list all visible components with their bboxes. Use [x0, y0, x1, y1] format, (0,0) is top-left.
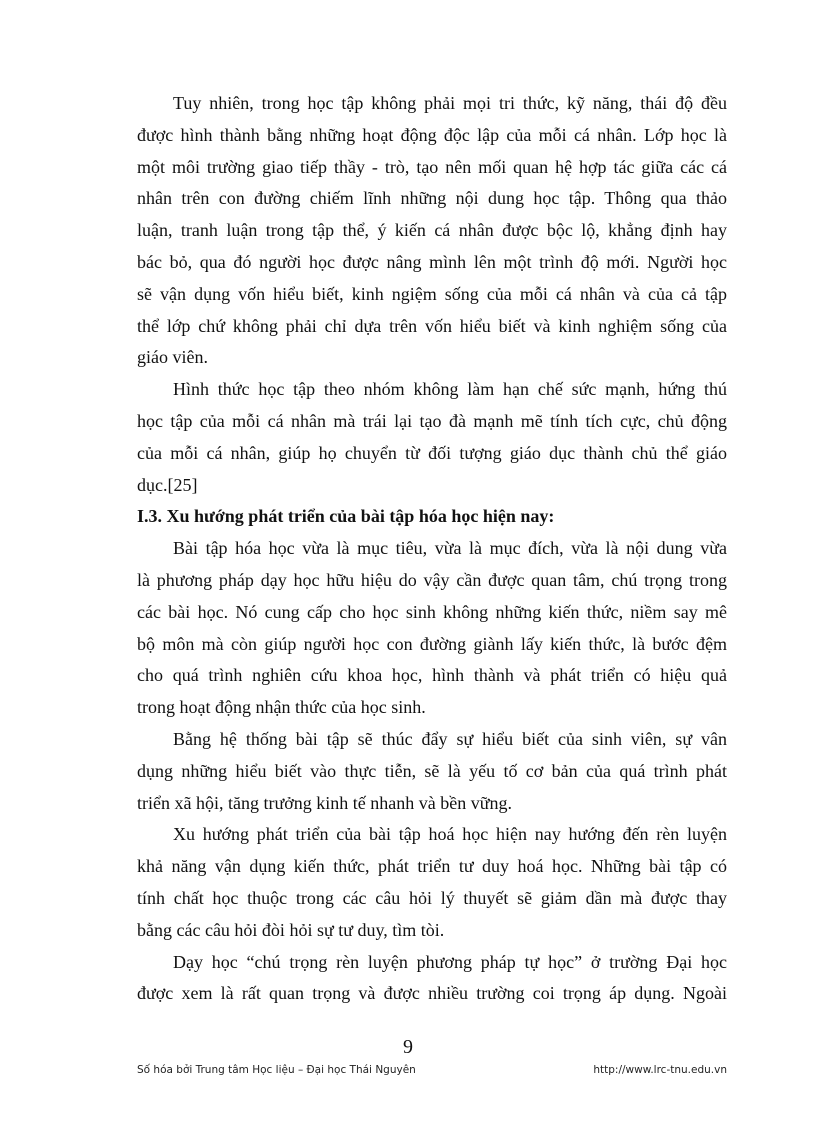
paragraph-line: dục.[25]: [137, 474, 198, 495]
paragraph-line: Hình thức học tập theo nhóm không làm hạn chế sức mạnh, hứng thú: [173, 379, 727, 400]
paragraph-line: bằng các câu hỏi đòi hỏi sự tư duy, tìm tòi.: [137, 919, 445, 940]
paragraph-line: được xem là rất quan trọng và được nhiều trường coi trọng áp dụng. Ngoài: [137, 983, 727, 1004]
paragraph-line: thể lớp chứ không phải chỉ dựa trên vốn hiểu biết và kinh nghiệm sống của: [137, 315, 727, 336]
paragraph-line: triển xã hội, tăng trưởng kinh tế nhanh và bền vững.: [137, 792, 512, 813]
paragraph-line: là phương pháp dạy học hữu hiệu do vậy cần được quan tâm, chú trọng trong: [137, 569, 727, 590]
paragraph-line: nhân trên con đường chiếm lĩnh những nội dung học tập. Thông qua thảo: [137, 188, 727, 209]
body-text: [137, 88, 727, 1010]
paragraph-line: Bằng hệ thống bài tập sẽ thúc đẩy sự hiểu biết của sinh viên, sự vân: [173, 728, 727, 749]
paragraph-line: Bài tập hóa học vừa là mục tiêu, vừa là mục đích, vừa là nội dung vừa: [173, 538, 727, 559]
page-number: 9: [403, 1036, 413, 1058]
paragraph-line: được hình thành bằng những hoạt động độc lập của mỗi cá nhân. Lớp học là: [137, 124, 727, 145]
paragraph-line: tính chất học thuộc trong các câu hỏi lý thuyết sẽ giảm dần mà được thay: [137, 887, 727, 908]
paragraph-line: dụng những hiểu biết vào thực tiễn, sẽ là yếu tố cơ bản của quá trình phát: [137, 760, 727, 781]
paragraph-line: học tập của mỗi cá nhân mà trái lại tạo đà mạnh mẽ tính tích cực, chủ động: [137, 410, 727, 431]
paragraph-line: Tuy nhiên, trong học tập không phải mọi tri thức, kỹ năng, thái độ đều: [173, 93, 727, 113]
paragraph-line: luận, tranh luận trong tập thể, ý kiến cá nhân được bộc lộ, khẳng định hay: [137, 220, 727, 241]
section-heading: I.3. Xu hướng phát triển của bài tập hóa học hiện nay:: [137, 506, 555, 527]
paragraph-line: một môi trường giao tiếp thầy - trò, tạo nên mối quan hệ hợp tác giữa các cá: [137, 156, 727, 177]
paragraph-line: bác bỏ, qua đó người học được nâng mình lên một trình độ mới. Người học: [137, 251, 727, 272]
footer-url: http://www.lrc-tnu.edu.vn: [593, 1064, 727, 1076]
paragraph-line: của mỗi cá nhân, giúp họ chuyển từ đối tượng giáo dục thành chủ thể giáo: [137, 442, 727, 463]
paragraph-line: trong hoạt động nhận thức của học sinh.: [137, 697, 426, 718]
paragraph-line: Xu hướng phát triển của bài tập hoá học hiện nay hướng đến rèn luyện: [173, 824, 727, 845]
paragraph-line: các bài học. Nó cung cấp cho học sinh không những kiến thức, niềm say mê: [137, 601, 727, 622]
paragraph-line: Dạy học “chú trọng rèn luyện phương pháp tự học” ở trường Đại học: [173, 951, 727, 972]
paragraph-line: bộ môn mà còn giúp người học con đường giành lấy kiến thức, là bước đệm: [137, 633, 727, 654]
paragraph-line: sẽ vận dụng vốn hiểu biết, kinh ngiệm sống của mỗi cá nhân và của cả tập: [137, 283, 727, 304]
paragraph-line: giáo viên.: [137, 347, 208, 368]
paragraph-line: khả năng vận dụng kiến thức, phát triển tư duy hoá học. Những bài tập có: [137, 856, 727, 877]
paragraph-line: cho quá trình nghiên cứu khoa học, hình thành và phát triển có hiệu quả: [137, 665, 727, 686]
footer-source: Số hóa bởi Trung tâm Học liệu – Đại học Thái Nguyên: [137, 1064, 416, 1076]
